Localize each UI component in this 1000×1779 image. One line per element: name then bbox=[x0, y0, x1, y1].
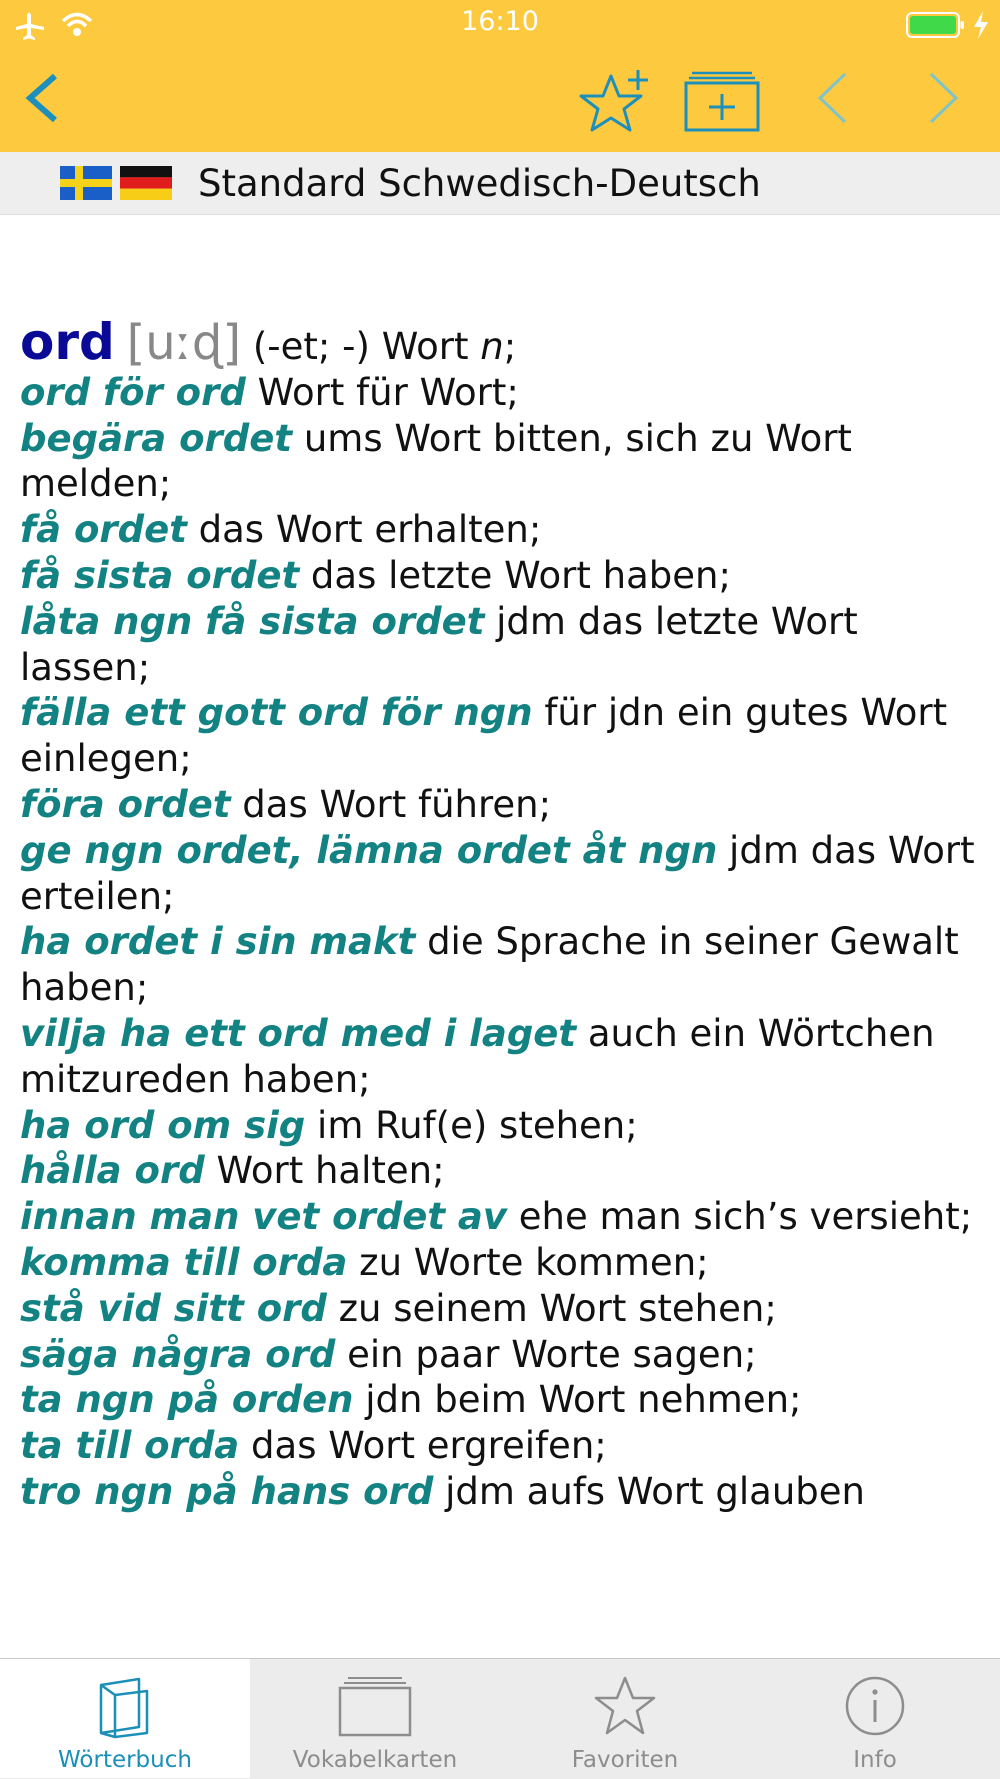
phrase-german: für jdn ein gutes Wort einlegen; bbox=[20, 691, 948, 781]
phrase-swedish: fälla ett gott ord för ngn bbox=[20, 691, 533, 735]
swedish-flag-icon bbox=[60, 166, 112, 200]
add-to-vocab-cards-button[interactable] bbox=[684, 70, 760, 136]
back-button[interactable] bbox=[22, 70, 62, 130]
charging-bolt-icon bbox=[972, 10, 990, 40]
phrase-swedish: ta till orda bbox=[20, 1424, 240, 1468]
phrase-german: ehe man sich’s versieht; bbox=[506, 1195, 973, 1239]
phrase-swedish: begära ordet bbox=[20, 416, 293, 460]
phrase-swedish: låta ngn få sista ordet bbox=[20, 599, 485, 643]
phrase-german: jdn beim Wort nehmen; bbox=[353, 1378, 802, 1422]
phrase-german: die Sprache in seiner Gewalt haben; bbox=[20, 920, 959, 1010]
phrase-line bbox=[20, 690, 982, 782]
next-entry-button[interactable] bbox=[924, 70, 964, 130]
phrase-line bbox=[20, 1240, 982, 1286]
phrase-german: jdm das Wort erteilen; bbox=[20, 828, 975, 918]
back-icon bbox=[22, 70, 62, 126]
phrase-swedish: vilja ha ett ord med i laget bbox=[20, 1011, 577, 1055]
headword: ord bbox=[20, 313, 115, 371]
star-plus-icon bbox=[574, 68, 654, 134]
phrase-line bbox=[20, 1377, 982, 1423]
phrase-swedish: få sista ordet bbox=[20, 553, 300, 597]
phrase-german: Wort für Wort; bbox=[245, 370, 519, 414]
phrase-line bbox=[20, 1332, 982, 1378]
phrase-line bbox=[20, 1286, 982, 1332]
pronunciation: [uːɖ] bbox=[126, 315, 242, 371]
cards-icon bbox=[338, 1675, 412, 1737]
tab-label: Vokabelkarten bbox=[292, 1747, 458, 1773]
phrase-german: zu Worte kommen; bbox=[347, 1240, 709, 1284]
phrase-swedish: hålla ord bbox=[20, 1149, 205, 1193]
battery-icon bbox=[906, 12, 966, 38]
phrase-line bbox=[20, 416, 982, 508]
phrase-german: das letzte Wort haben; bbox=[299, 553, 731, 597]
tab-label: Favoriten bbox=[571, 1747, 679, 1773]
phrase-swedish: ge ngn ordet, lämna ordet åt ngn bbox=[20, 828, 718, 872]
tab-label: Info bbox=[853, 1747, 897, 1773]
phrase-swedish: föra ordet bbox=[20, 782, 231, 826]
star-icon bbox=[593, 1675, 657, 1737]
phrase-swedish: ha ord om sig bbox=[20, 1103, 306, 1147]
chevron-right-icon bbox=[924, 70, 964, 126]
phrase-swedish: komma till orda bbox=[20, 1240, 348, 1284]
phrase-swedish: ha ordet i sin makt bbox=[20, 920, 416, 964]
chevron-left-icon bbox=[812, 70, 852, 126]
card-add-icon bbox=[684, 70, 760, 132]
gender-marker: n bbox=[480, 325, 504, 368]
phrase-line bbox=[20, 828, 982, 920]
phrase-german: auch ein Wörtchen mitzureden haben; bbox=[20, 1011, 935, 1101]
tab-info[interactable] bbox=[750, 1659, 1000, 1778]
phrase-swedish: ta ngn på orden bbox=[20, 1378, 354, 1422]
entry-header bbox=[20, 313, 982, 371]
phrase-german: ums Wort bitten, sich zu Wort melden; bbox=[20, 416, 852, 506]
phrase-german: das Wort erhalten; bbox=[186, 508, 542, 552]
phrase-swedish: innan man vet ordet av bbox=[20, 1195, 507, 1239]
grammar-end: ; bbox=[503, 325, 517, 368]
phrase-line bbox=[20, 599, 982, 691]
entry-content bbox=[20, 313, 982, 1515]
phrase-line bbox=[20, 1423, 982, 1469]
tab-favoriten[interactable] bbox=[500, 1659, 750, 1778]
phrase-german: jdm das letzte Wort lassen; bbox=[20, 599, 858, 689]
info-icon bbox=[843, 1675, 907, 1737]
phrase-line bbox=[20, 507, 982, 553]
phrase-line bbox=[20, 370, 982, 416]
phrase-swedish: ord för ord bbox=[20, 370, 246, 414]
phrase-line bbox=[20, 1194, 982, 1240]
phrase-swedish: stå vid sitt ord bbox=[20, 1286, 327, 1330]
phrase-german: das Wort ergreifen; bbox=[239, 1424, 607, 1468]
phrase-line bbox=[20, 782, 982, 828]
phrase-german: das Wort führen; bbox=[230, 782, 552, 826]
phrase-german: Wort halten; bbox=[204, 1149, 445, 1193]
status-bar bbox=[0, 0, 1000, 50]
phrase-line bbox=[20, 1103, 982, 1149]
add-favorite-button[interactable] bbox=[574, 68, 654, 138]
phrase-swedish: tro ngn på hans ord bbox=[20, 1469, 434, 1513]
phrase-german: zu seinem Wort stehen; bbox=[326, 1286, 777, 1330]
tab-vokabelkarten[interactable] bbox=[250, 1659, 500, 1778]
phrase-swedish: säga några ord bbox=[20, 1332, 336, 1376]
german-flag-icon bbox=[120, 166, 172, 200]
dictionary-title: Standard Schwedisch-Deutsch bbox=[198, 162, 761, 205]
tab-label: Wörterbuch bbox=[58, 1747, 192, 1773]
phrase-line bbox=[20, 919, 982, 1011]
previous-entry-button[interactable] bbox=[812, 70, 852, 130]
book-icon bbox=[95, 1675, 155, 1739]
phrase-line bbox=[20, 553, 982, 599]
phrase-german: jdm aufs Wort glauben bbox=[433, 1469, 865, 1513]
phrase-swedish: få ordet bbox=[20, 508, 187, 552]
grammar-info: (-et; -) Wort bbox=[252, 325, 481, 368]
tab-woerterbuch[interactable] bbox=[0, 1659, 250, 1778]
phrase-german: im Ruf(e) stehen; bbox=[305, 1103, 638, 1147]
phrase-line bbox=[20, 1011, 982, 1103]
phrase-line bbox=[20, 1469, 982, 1515]
phrase-german: ein paar Worte sagen; bbox=[335, 1332, 757, 1376]
status-time: 16:10 bbox=[461, 6, 539, 37]
phrase-line bbox=[20, 1148, 982, 1194]
